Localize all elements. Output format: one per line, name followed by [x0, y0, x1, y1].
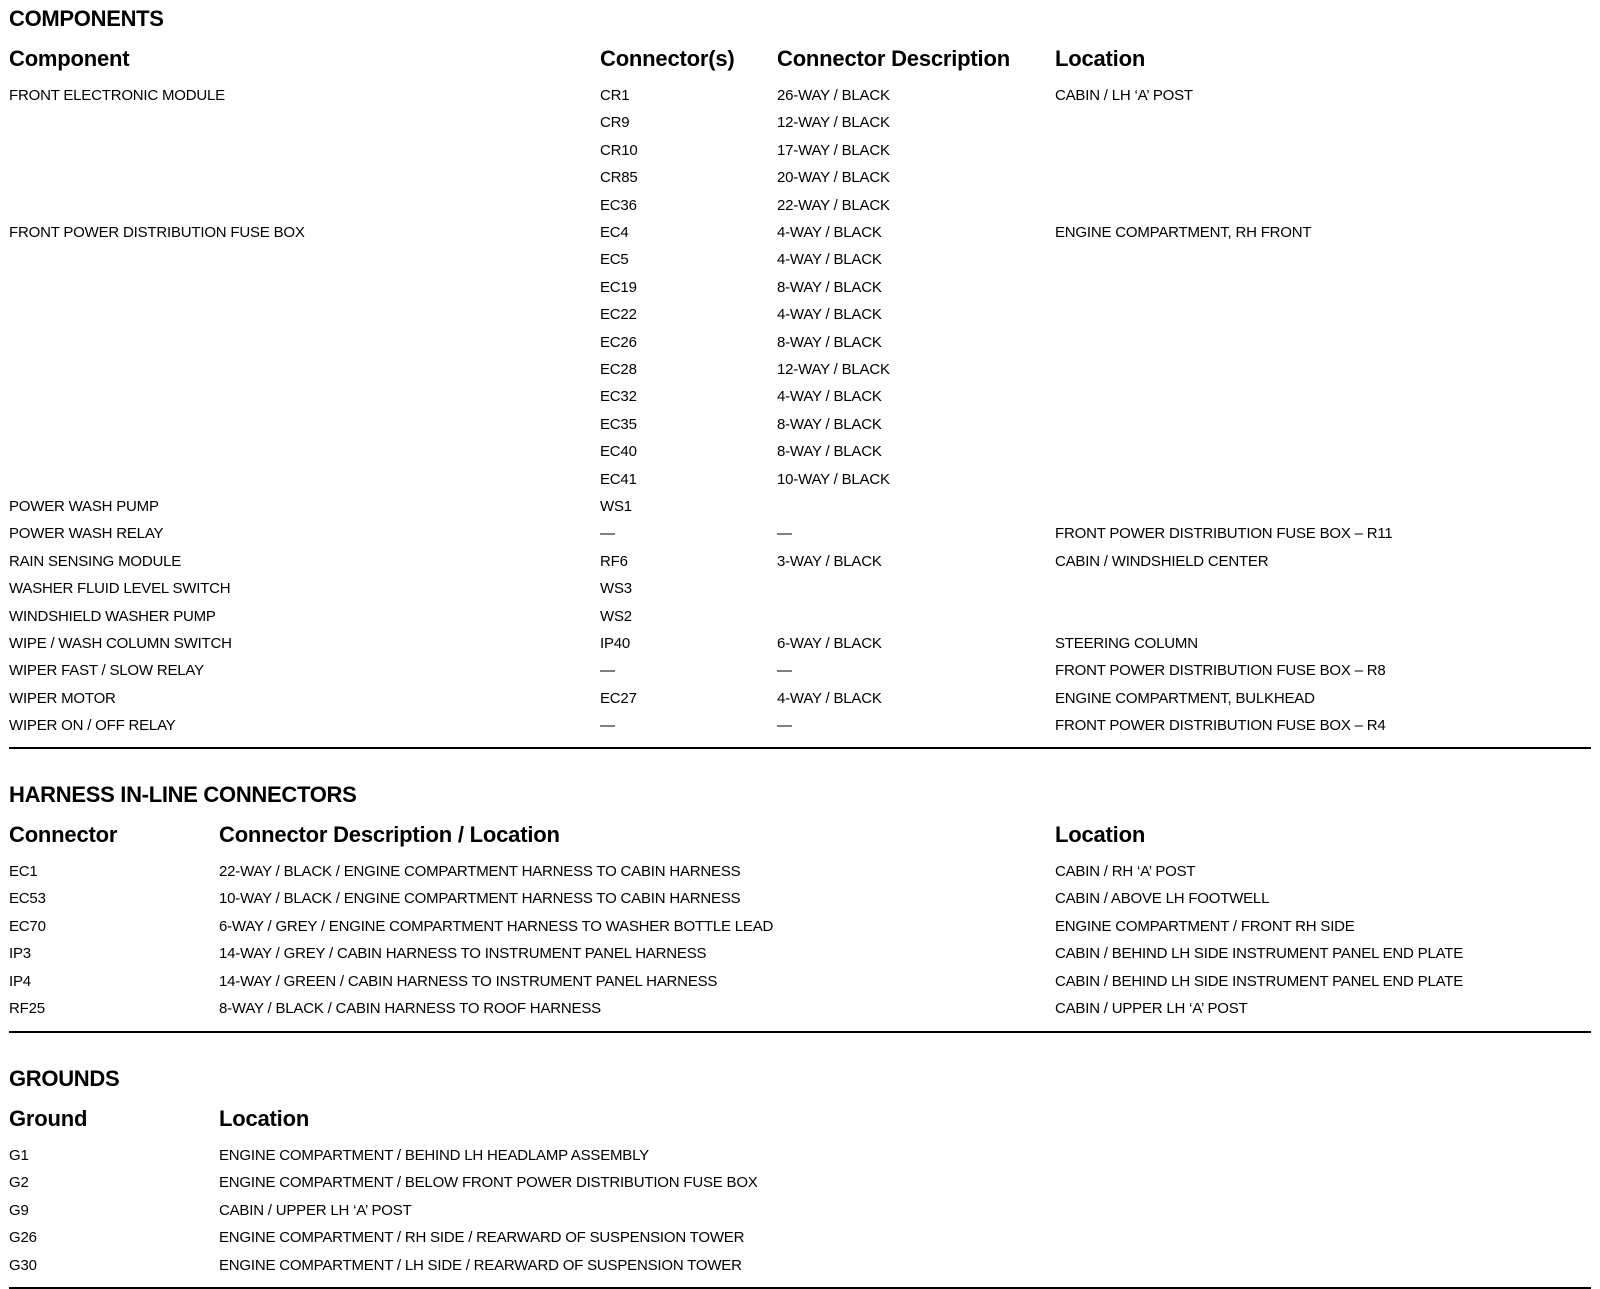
- connector-id: —: [600, 662, 615, 680]
- grounds-header-ground: Ground: [9, 1106, 88, 1131]
- components-header-location: Location: [1055, 46, 1146, 71]
- harness-header-description: Connector Description / Location: [219, 822, 560, 847]
- connector-description: 8-WAY / BLACK / CABIN HARNESS TO ROOF HARNESS: [219, 1000, 601, 1017]
- connector-id: CR9: [600, 114, 630, 132]
- table-row: [0, 913, 1600, 940]
- connector-id: EC5: [600, 251, 629, 269]
- ground-id: G2: [9, 1174, 29, 1192]
- table-row: [0, 493, 1600, 520]
- connector-id: EC28: [600, 361, 637, 378]
- connector-description: 14-WAY / GREY / CABIN HARNESS TO INSTRUMENT PANEL HARNESS: [219, 945, 707, 963]
- table-row: [0, 137, 1600, 164]
- location: STEERING COLUMN: [1055, 635, 1198, 652]
- table-row: [0, 219, 1600, 246]
- table-row: [0, 630, 1600, 657]
- table-row: [0, 274, 1600, 301]
- connector-id: EC26: [600, 333, 637, 351]
- components-divider: [9, 747, 1591, 749]
- location: ENGINE COMPARTMENT / BEHIND LH HEADLAMP ASSEMBLY: [219, 1147, 649, 1164]
- location: ENGINE COMPARTMENT / FRONT RH SIDE: [1055, 917, 1355, 935]
- harness-divider: [9, 1031, 1591, 1033]
- table-row: [0, 246, 1600, 273]
- table-row: [0, 466, 1600, 493]
- harness-header-location: Location: [1055, 822, 1146, 847]
- component-name: WIPER ON / OFF RELAY: [9, 717, 176, 735]
- component-name: WASHER FLUID LEVEL SWITCH: [9, 580, 231, 598]
- connector-description: 20-WAY / BLACK: [777, 169, 890, 187]
- component-name: WIPER FAST / SLOW RELAY: [9, 662, 204, 680]
- connector-description: 8-WAY / BLACK: [777, 278, 882, 296]
- connector-id: EC70: [9, 917, 46, 935]
- component-name: RAIN SENSING MODULE: [9, 552, 182, 570]
- connector-id: RF25: [9, 1000, 45, 1017]
- table-row: [0, 1224, 1600, 1251]
- component-name: WIPE / WASH COLUMN SWITCH: [9, 635, 232, 652]
- connector-id: CR1: [600, 87, 630, 104]
- table-row: [0, 192, 1600, 219]
- table-row: [0, 968, 1600, 995]
- table-row: [0, 383, 1600, 410]
- location: CABIN / RH ‘A’ POST: [1055, 863, 1196, 880]
- components-header-component: Component: [9, 46, 130, 71]
- location: CABIN / LH ‘A’ POST: [1055, 87, 1193, 104]
- connector-description: 14-WAY / GREEN / CABIN HARNESS TO INSTRUMENT PANEL HARNESS: [219, 972, 718, 990]
- location: ENGINE COMPARTMENT / LH SIDE / REARWARD OF SUSPENSION TOWER: [219, 1256, 742, 1274]
- table-row: [0, 940, 1600, 967]
- connector-description: 8-WAY / BLACK: [777, 333, 882, 351]
- components-header-description: Connector Description: [777, 46, 1010, 71]
- table-row: [0, 438, 1600, 465]
- connector-description: 10-WAY / BLACK: [777, 470, 890, 488]
- connector-description: 22-WAY / BLACK / ENGINE COMPARTMENT HARNESS TO CABIN HARNESS: [219, 863, 741, 880]
- table-row: [0, 712, 1600, 739]
- connector-id: IP3: [9, 945, 31, 963]
- connector-description: 6-WAY / BLACK: [777, 635, 882, 652]
- table-row: [0, 1197, 1600, 1224]
- table-row: [0, 657, 1600, 684]
- connector-id: EC19: [600, 278, 637, 296]
- location: ENGINE COMPARTMENT / BELOW FRONT POWER DISTRIBUTION FUSE BOX: [219, 1174, 758, 1192]
- table-row: [0, 82, 1600, 109]
- connector-id: WS1: [600, 498, 632, 515]
- connector-description: —: [777, 662, 792, 680]
- connector-description: 6-WAY / GREY / ENGINE COMPARTMENT HARNESS TO WASHER BOTTLE LEAD: [219, 917, 774, 935]
- connector-description: 12-WAY / BLACK: [777, 114, 890, 132]
- table-row: [0, 1252, 1600, 1279]
- connector-description: 17-WAY / BLACK: [777, 141, 890, 159]
- connector-description: 12-WAY / BLACK: [777, 361, 890, 378]
- connector-id: WS3: [600, 580, 632, 598]
- connector-id: —: [600, 717, 615, 735]
- connector-id: EC40: [600, 443, 637, 461]
- component-name: POWER WASH RELAY: [9, 525, 164, 543]
- connector-id: EC41: [600, 470, 637, 488]
- connector-id: IP4: [9, 972, 31, 990]
- component-name: WIPER MOTOR: [9, 689, 116, 707]
- ground-id: G1: [9, 1147, 29, 1164]
- connector-id: EC35: [600, 415, 637, 433]
- grounds-title: GROUNDS: [9, 1066, 120, 1091]
- location: CABIN / UPPER LH ‘A’ POST: [219, 1201, 412, 1219]
- connector-description: 4-WAY / BLACK: [777, 388, 882, 406]
- table-row: [0, 164, 1600, 191]
- connector-description: 3-WAY / BLACK: [777, 552, 882, 570]
- location: ENGINE COMPARTMENT, RH FRONT: [1055, 224, 1312, 241]
- components-title: COMPONENTS: [9, 6, 164, 31]
- table-row: [0, 1142, 1600, 1169]
- components-header-connectors: Connector(s): [600, 46, 735, 71]
- connector-description: 4-WAY / BLACK: [777, 689, 882, 707]
- connector-id: IP40: [600, 635, 631, 652]
- connector-id: EC36: [600, 196, 637, 214]
- connector-id: EC4: [600, 224, 629, 241]
- ground-id: G26: [9, 1229, 37, 1247]
- location: FRONT POWER DISTRIBUTION FUSE BOX – R4: [1055, 717, 1386, 735]
- connector-id: EC32: [600, 388, 637, 406]
- connector-id: EC27: [600, 689, 637, 707]
- table-row: [0, 858, 1600, 885]
- connector-description: 8-WAY / BLACK: [777, 415, 882, 433]
- table-row: [0, 548, 1600, 575]
- table-row: [0, 109, 1600, 136]
- connector-description: 4-WAY / BLACK: [777, 224, 882, 241]
- table-row: [0, 301, 1600, 328]
- connector-id: CR10: [600, 141, 638, 159]
- connector-description: 10-WAY / BLACK / ENGINE COMPARTMENT HARNESS TO CABIN HARNESS: [219, 890, 741, 908]
- component-name: FRONT ELECTRONIC MODULE: [9, 87, 225, 104]
- table-row: [0, 575, 1600, 602]
- location: ENGINE COMPARTMENT / RH SIDE / REARWARD OF SUSPENSION TOWER: [219, 1229, 745, 1247]
- component-name: FRONT POWER DISTRIBUTION FUSE BOX: [9, 224, 305, 241]
- location: CABIN / BEHIND LH SIDE INSTRUMENT PANEL END PLATE: [1055, 972, 1464, 990]
- table-row: [0, 356, 1600, 383]
- ground-id: G30: [9, 1256, 37, 1274]
- connector-description: 22-WAY / BLACK: [777, 196, 890, 214]
- table-row: [0, 1169, 1600, 1196]
- location: CABIN / ABOVE LH FOOTWELL: [1055, 890, 1270, 908]
- location: CABIN / UPPER LH ‘A’ POST: [1055, 1000, 1248, 1017]
- connector-id: CR85: [600, 169, 638, 187]
- connector-id: WS2: [600, 607, 632, 625]
- connector-id: —: [600, 525, 615, 543]
- table-row: [0, 603, 1600, 630]
- table-row: [0, 329, 1600, 356]
- component-name: WINDSHIELD WASHER PUMP: [9, 607, 216, 625]
- connector-description: 26-WAY / BLACK: [777, 87, 890, 104]
- harness-header-connector: Connector: [9, 822, 118, 847]
- location: ENGINE COMPARTMENT, BULKHEAD: [1055, 689, 1315, 707]
- location: CABIN / BEHIND LH SIDE INSTRUMENT PANEL END PLATE: [1055, 945, 1464, 963]
- location: CABIN / WINDSHIELD CENTER: [1055, 552, 1269, 570]
- table-row: [0, 520, 1600, 547]
- location: FRONT POWER DISTRIBUTION FUSE BOX – R11: [1055, 525, 1393, 543]
- connector-description: —: [777, 525, 792, 543]
- harness-title: HARNESS IN-LINE CONNECTORS: [9, 782, 357, 807]
- ground-id: G9: [9, 1201, 29, 1219]
- connector-id: EC22: [600, 306, 637, 324]
- table-row: [0, 995, 1600, 1022]
- table-row: [0, 885, 1600, 912]
- connector-id: EC53: [9, 890, 46, 908]
- connector-id: RF6: [600, 552, 628, 570]
- connector-description: —: [777, 717, 792, 735]
- grounds-header-location: Location: [219, 1106, 310, 1131]
- connector-description: 4-WAY / BLACK: [777, 251, 882, 269]
- connector-id: EC1: [9, 863, 38, 880]
- table-row: [0, 411, 1600, 438]
- table-row: [0, 685, 1600, 712]
- location: FRONT POWER DISTRIBUTION FUSE BOX – R8: [1055, 662, 1386, 680]
- component-name: POWER WASH PUMP: [9, 498, 159, 515]
- connector-description: 8-WAY / BLACK: [777, 443, 882, 461]
- connector-description: 4-WAY / BLACK: [777, 306, 882, 324]
